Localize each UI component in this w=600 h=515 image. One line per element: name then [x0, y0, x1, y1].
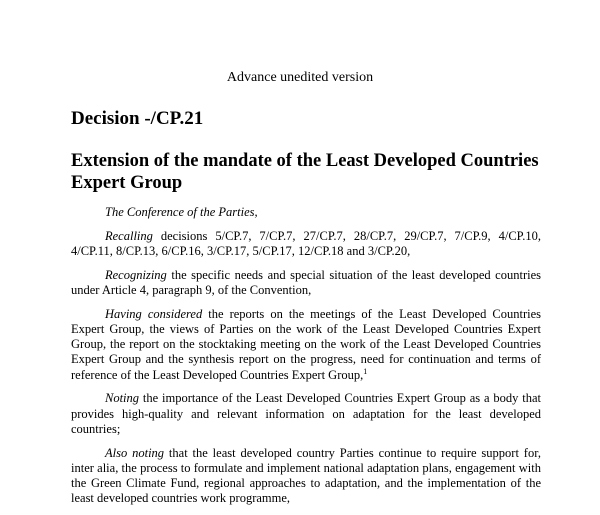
paragraph-text: the reports on the meetings of the Least Developed Countries Expert Group, the views of Parties on the work of the Least Developed Countries Expert Group, the report on the stocktaking meeting on the work of the Least Developed Countries Expert Group and the synthesis report on the progress, need for continuation and terms of reference of the Least Developed Countries Expert Group,: [71, 306, 542, 382]
paragraph-lead: Having considered: [105, 306, 203, 321]
paragraph: [71, 446, 541, 507]
paragraph-lead: Recognizing: [105, 267, 167, 282]
paragraph-lead: Also noting: [105, 445, 165, 460]
paragraph-text: the specific needs and special situation of the least developed countries under Article 4, paragraph 9, of the Convention,: [71, 267, 541, 297]
paragraph: [71, 307, 541, 383]
paragraph: [71, 268, 541, 298]
paragraph: [71, 229, 541, 259]
paragraph: [71, 205, 541, 220]
paragraph-lead: Recalling: [105, 228, 153, 243]
paragraph-text: that the least developed country Parties continue to require support for, inter alia, the process to formulate and implement national adaptation plans, engagement with the Green Climate Fund, regional approaches to adaptation, and the implementation of the least developed countries work programme,: [71, 445, 541, 506]
paragraph-text: the importance of the Least Developed Countries Expert Group as a body that provides high-quality and relevant information on adaptation for the least developed countries;: [71, 391, 541, 436]
document-body: [71, 205, 541, 515]
document-title: Extension of the mandate of the Least Developed Countries Expert Group: [71, 151, 539, 193]
paragraph: [71, 391, 541, 437]
version-note: Advance unedited version: [226, 70, 374, 85]
paragraph-text: decisions 5/CP.7, 7/CP.7, 27/CP.7, 28/CP.7, 29/CP.7, 7/CP.9, 4/CP.10, 4/CP.11, 8/CP.13, 6/CP.16, 3/CP.17, 5/CP.17, 12/CP.18 and 3/CP.20,: [71, 228, 541, 258]
paragraph-lead: Noting: [105, 391, 140, 406]
paragraph-lead: The Conference of the Parties,: [105, 205, 258, 219]
footnote-marker[interactable]: 1: [363, 366, 368, 376]
decision-number: Decision -/CP.21: [71, 108, 204, 129]
